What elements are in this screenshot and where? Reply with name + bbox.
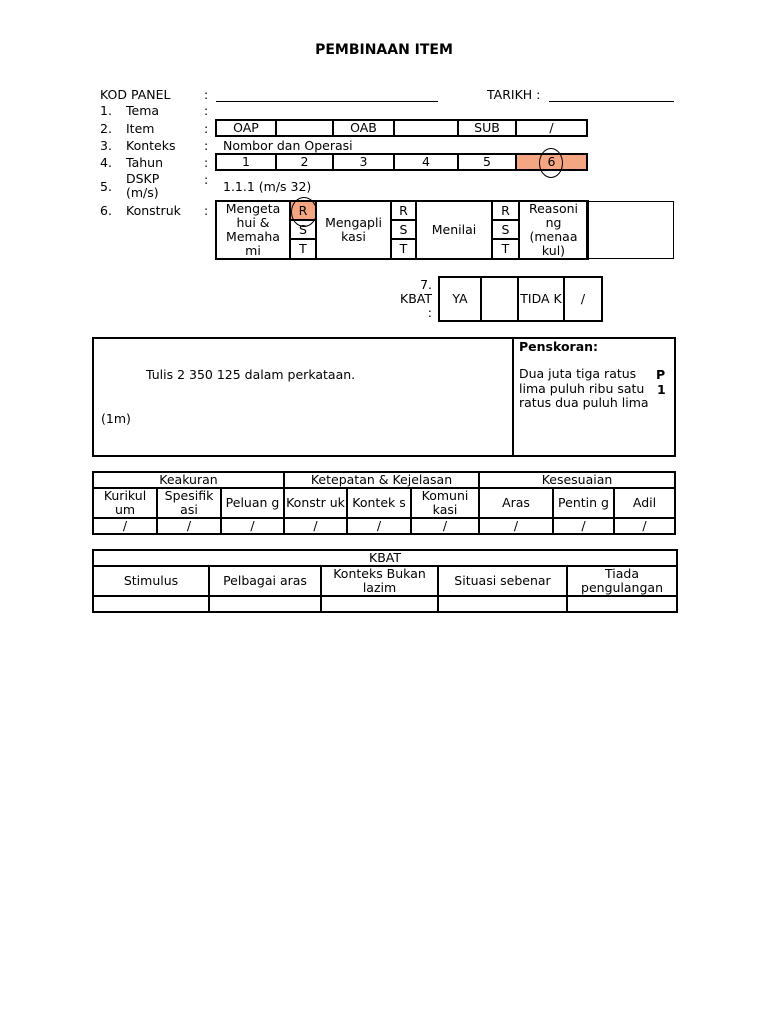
- kbat-ya-label: YA: [439, 277, 481, 321]
- kbat-pelbagai-aras: Pelbagai aras: [209, 566, 321, 596]
- row-konteks-label: Konteks: [126, 138, 176, 153]
- tarikh-label: TARIKH :: [487, 87, 541, 102]
- criteria-mark-konteks[interactable]: /: [347, 518, 411, 534]
- kod-panel-label: KOD PANEL: [100, 87, 171, 102]
- konstruk-reasoning: Reasoni ng (menaa kul): [519, 201, 588, 259]
- kbat-situasi-sebenar: Situasi sebenar: [438, 566, 567, 596]
- criteria-kurikulum: Kurikul um: [93, 488, 157, 518]
- konstruk-3-t[interactable]: T: [492, 239, 519, 259]
- tahun-cell-1[interactable]: 1: [216, 154, 276, 170]
- row-tema-number: 1.: [100, 103, 112, 118]
- konstruk-mengetahui: Mengeta hui & Memaha mi: [216, 201, 290, 259]
- kbat-ya-checkbox[interactable]: [481, 277, 518, 321]
- criteria-mark-spesifikasi[interactable]: /: [157, 518, 221, 534]
- konstruk-1-t[interactable]: T: [290, 239, 316, 259]
- row-item-number: 2.: [100, 121, 112, 136]
- konstruk-table: [215, 200, 589, 260]
- penskoran-p-label: P: [656, 367, 666, 382]
- konstruk-3-r[interactable]: R: [492, 201, 519, 220]
- row-tema-label: Tema: [126, 103, 160, 118]
- criteria-mark-kurikulum[interactable]: /: [93, 518, 157, 534]
- kbat-value-stimulus[interactable]: [93, 596, 209, 612]
- row-konteks-number: 3.: [100, 138, 112, 153]
- kbat-criteria-table: [92, 549, 678, 613]
- kbat-yes-no-table: [438, 276, 603, 322]
- penskoran-title: Penskoran:: [519, 339, 599, 354]
- criteria-aras: Aras: [479, 488, 553, 518]
- criteria-mark-komunikasi[interactable]: /: [411, 518, 479, 534]
- row-konstruk-colon: :: [204, 203, 209, 218]
- criteria-komunikasi: Komuni kasi: [411, 488, 479, 518]
- page-title: PEMBINAAN ITEM: [315, 42, 453, 58]
- row-konstruk-number: 6.: [100, 203, 112, 218]
- penskoran-answer: Dua juta tiga ratus lima puluh ribu satu ratus dua puluh lima: [519, 366, 649, 410]
- tahun-cell-4[interactable]: 4: [394, 154, 458, 170]
- row-dskp-colon: :: [204, 172, 209, 187]
- criteria-konstruk: Konstr uk: [284, 488, 347, 518]
- tahun-cell-6-selected[interactable]: 6: [516, 154, 587, 170]
- konstruk-1-s[interactable]: S: [290, 220, 316, 239]
- criteria-spesifikasi: Spesifik asi: [157, 488, 221, 518]
- kbat-row-colon: :: [427, 305, 432, 320]
- question-marks: (1m): [101, 411, 131, 426]
- criteria-mark-adil[interactable]: /: [614, 518, 675, 534]
- konstruk-2-r[interactable]: R: [391, 201, 416, 220]
- criteria-group-kesesuaian: Kesesuaian: [479, 472, 675, 488]
- kbat-row-label: [396, 278, 432, 320]
- row-konteks-value: Nombor dan Operasi: [223, 138, 353, 153]
- tahun-cell-5[interactable]: 5: [458, 154, 516, 170]
- row-konstruk-label: Konstruk: [126, 203, 181, 218]
- criteria-mark-penting[interactable]: /: [553, 518, 614, 534]
- item-table: [215, 119, 588, 137]
- criteria-peluang: Peluan g: [221, 488, 284, 518]
- kbat-tidak-checkbox[interactable]: /: [564, 277, 602, 321]
- row-tema-colon: :: [204, 103, 209, 118]
- row-dskp-label-line2: (m/s): [126, 185, 159, 200]
- konstruk-2-t[interactable]: T: [391, 239, 416, 259]
- kbat-value-situasi-sebenar[interactable]: [438, 596, 567, 612]
- row-dskp-label-line1: DSKP: [126, 171, 160, 186]
- kbat-tiada-pengulangan: Tiada pengulangan: [567, 566, 677, 596]
- question-text: Tulis 2 350 125 dalam perkataan.: [146, 367, 356, 382]
- row-konteks-colon: :: [204, 138, 209, 153]
- kbat-stimulus: Stimulus: [93, 566, 209, 596]
- tarikh-line[interactable]: [549, 101, 674, 102]
- item-cell-oap-mark[interactable]: [276, 120, 333, 136]
- criteria-adil: Adil: [614, 488, 675, 518]
- row-dskp-value: 1.1.1 (m/s 32): [223, 179, 312, 194]
- item-cell-oab-mark[interactable]: [394, 120, 458, 136]
- konstruk-mengaplikasi: Mengapli kasi: [316, 201, 391, 259]
- kbat-konteks-bukan-lazim: Konteks Bukan lazim: [321, 566, 438, 596]
- item-cell-oap[interactable]: OAP: [216, 120, 276, 136]
- row-dskp-number: 5.: [100, 179, 112, 194]
- konstruk-1-r[interactable]: R: [290, 201, 316, 220]
- row-tahun-label: Tahun: [126, 155, 163, 170]
- row-item-colon: :: [204, 121, 209, 136]
- konstruk-blank-box[interactable]: [586, 201, 674, 259]
- question-box: [92, 337, 676, 457]
- criteria-konteks: Kontek s: [347, 488, 411, 518]
- row-tahun-colon: :: [204, 155, 209, 170]
- criteria-mark-aras[interactable]: /: [479, 518, 553, 534]
- criteria-group-ketepatan: Ketepatan & Kejelasan: [284, 472, 479, 488]
- kbat-row-text: KBAT: [400, 291, 432, 306]
- item-cell-sub-mark[interactable]: /: [516, 120, 587, 136]
- criteria-mark-konstruk[interactable]: /: [284, 518, 347, 534]
- kbat-value-pelbagai-aras[interactable]: [209, 596, 321, 612]
- tahun-table: [215, 153, 588, 171]
- konstruk-2-s[interactable]: S: [391, 220, 416, 239]
- criteria-mark-peluang[interactable]: /: [221, 518, 284, 534]
- tahun-cell-3[interactable]: 3: [333, 154, 394, 170]
- criteria-penting: Pentin g: [553, 488, 614, 518]
- row-dskp-label: [126, 172, 159, 200]
- kbat-row-number: 7.: [420, 277, 432, 292]
- kbat-value-tiada-pengulangan[interactable]: [567, 596, 677, 612]
- kbat-tidak-label: TIDA K: [518, 277, 564, 321]
- criteria-group-keakuran: Keakuran: [93, 472, 284, 488]
- konstruk-3-s[interactable]: S: [492, 220, 519, 239]
- kod-panel-line[interactable]: [216, 101, 438, 102]
- item-cell-sub[interactable]: SUB: [458, 120, 516, 136]
- konstruk-menilai: Menilai: [416, 201, 492, 259]
- question-divider: [512, 337, 514, 457]
- kod-panel-colon: :: [204, 87, 209, 102]
- tahun-cell-2[interactable]: 2: [276, 154, 333, 170]
- kbat-value-konteks-bukan-lazim[interactable]: [321, 596, 438, 612]
- penskoran-p-number: 1: [657, 382, 666, 397]
- item-cell-oab[interactable]: OAB: [333, 120, 394, 136]
- row-item-label: Item: [126, 121, 155, 136]
- row-tahun-number: 4.: [100, 155, 112, 170]
- kbat-table-title: KBAT: [93, 550, 677, 566]
- criteria-table: [92, 471, 676, 535]
